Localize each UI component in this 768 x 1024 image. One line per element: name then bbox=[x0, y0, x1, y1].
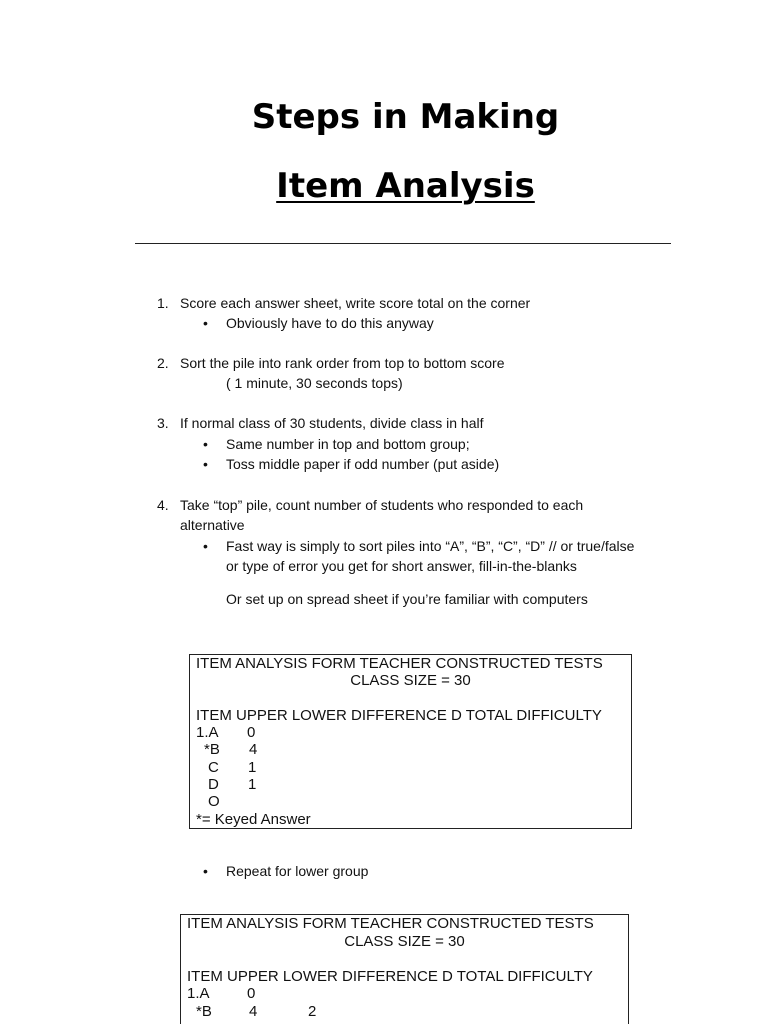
step-4-bullet: Fast way is simply to sort piles into “A”, “B”, “C”, “D” // or true/false bbox=[226, 538, 635, 554]
table-row bbox=[190, 776, 631, 793]
step-1-text: Score each answer sheet, write score total on the corner bbox=[180, 295, 531, 311]
step-4-number: 4. bbox=[157, 497, 169, 513]
step-4-text-continued: alternative bbox=[180, 517, 245, 533]
page-subtitle-text: Item Analysis bbox=[276, 166, 535, 206]
form-footnote: *= Keyed Answer bbox=[196, 810, 311, 828]
row-upper: 0 bbox=[247, 985, 256, 1003]
form-title: ITEM ANALYSIS FORM TEACHER CONSTRUCTED TESTS bbox=[187, 915, 594, 932]
item-analysis-form-upper bbox=[189, 654, 632, 829]
table-row bbox=[190, 724, 631, 741]
row-item: 1.A bbox=[187, 985, 210, 1003]
page-title: Steps in Making bbox=[251, 97, 560, 137]
form-title: ITEM ANALYSIS FORM TEACHER CONSTRUCTED TESTS bbox=[196, 655, 603, 672]
form-blank-line bbox=[190, 690, 631, 707]
step-4-note: Or set up on spread sheet if you’re familiar with computers bbox=[226, 591, 588, 607]
step-1-bullet: Obviously have to do this anyway bbox=[226, 315, 434, 331]
page-subtitle bbox=[43, 166, 768, 206]
horizontal-divider bbox=[135, 243, 671, 244]
step-4-text: Take “top” pile, count number of students who responded to each bbox=[180, 497, 584, 513]
table-row bbox=[190, 793, 631, 810]
row-item: *B bbox=[204, 741, 220, 759]
step-2-text: Sort the pile into rank order from top to bottom score bbox=[180, 355, 505, 371]
form-column-headers: ITEM UPPER LOWER DIFFERENCE D TOTAL DIFFICULTY bbox=[196, 706, 602, 724]
row-item: D bbox=[208, 776, 219, 794]
bullet-icon: • bbox=[203, 863, 208, 879]
item-analysis-form-lower bbox=[180, 914, 629, 1024]
form-class-size: CLASS SIZE = 30 bbox=[350, 672, 471, 690]
row-upper: 4 bbox=[249, 741, 258, 759]
row-upper: 1 bbox=[248, 758, 257, 776]
step-4-bullet-continued: or type of error you get for short answer, fill-in-the-blanks bbox=[226, 558, 577, 574]
row-upper: 0 bbox=[247, 724, 256, 742]
step-2-note: ( 1 minute, 30 seconds tops) bbox=[226, 375, 403, 391]
step-3-bullet-1: Same number in top and bottom group; bbox=[226, 436, 470, 452]
table-row bbox=[190, 759, 631, 776]
bullet-icon: • bbox=[203, 456, 208, 472]
step-2-number: 2. bbox=[157, 355, 169, 371]
table-row bbox=[181, 1003, 628, 1021]
table-row bbox=[190, 741, 631, 758]
step-3-number: 3. bbox=[157, 415, 169, 431]
row-item: *B bbox=[196, 1002, 212, 1020]
row-upper: 1 bbox=[248, 776, 257, 794]
form-blank-line bbox=[181, 950, 628, 968]
bullet-icon: • bbox=[203, 436, 208, 452]
bullet-icon: • bbox=[203, 538, 208, 554]
row-item: O bbox=[208, 793, 220, 811]
row-item: 1.A bbox=[196, 724, 219, 742]
bullet-icon: • bbox=[203, 315, 208, 331]
form-column-headers: ITEM UPPER LOWER DIFFERENCE D TOTAL DIFFICULTY bbox=[187, 967, 593, 985]
step-3-bullet-2: Toss middle paper if odd number (put aside) bbox=[226, 456, 500, 472]
row-upper: 4 bbox=[249, 1002, 258, 1020]
step-1-number: 1. bbox=[157, 295, 169, 311]
row-lower: 2 bbox=[308, 1002, 317, 1020]
form-class-size: CLASS SIZE = 30 bbox=[344, 932, 465, 950]
table-row bbox=[181, 985, 628, 1003]
step-3-text: If normal class of 30 students, divide class in half bbox=[180, 415, 484, 431]
row-item: C bbox=[208, 758, 219, 776]
repeat-note: Repeat for lower group bbox=[226, 863, 369, 879]
